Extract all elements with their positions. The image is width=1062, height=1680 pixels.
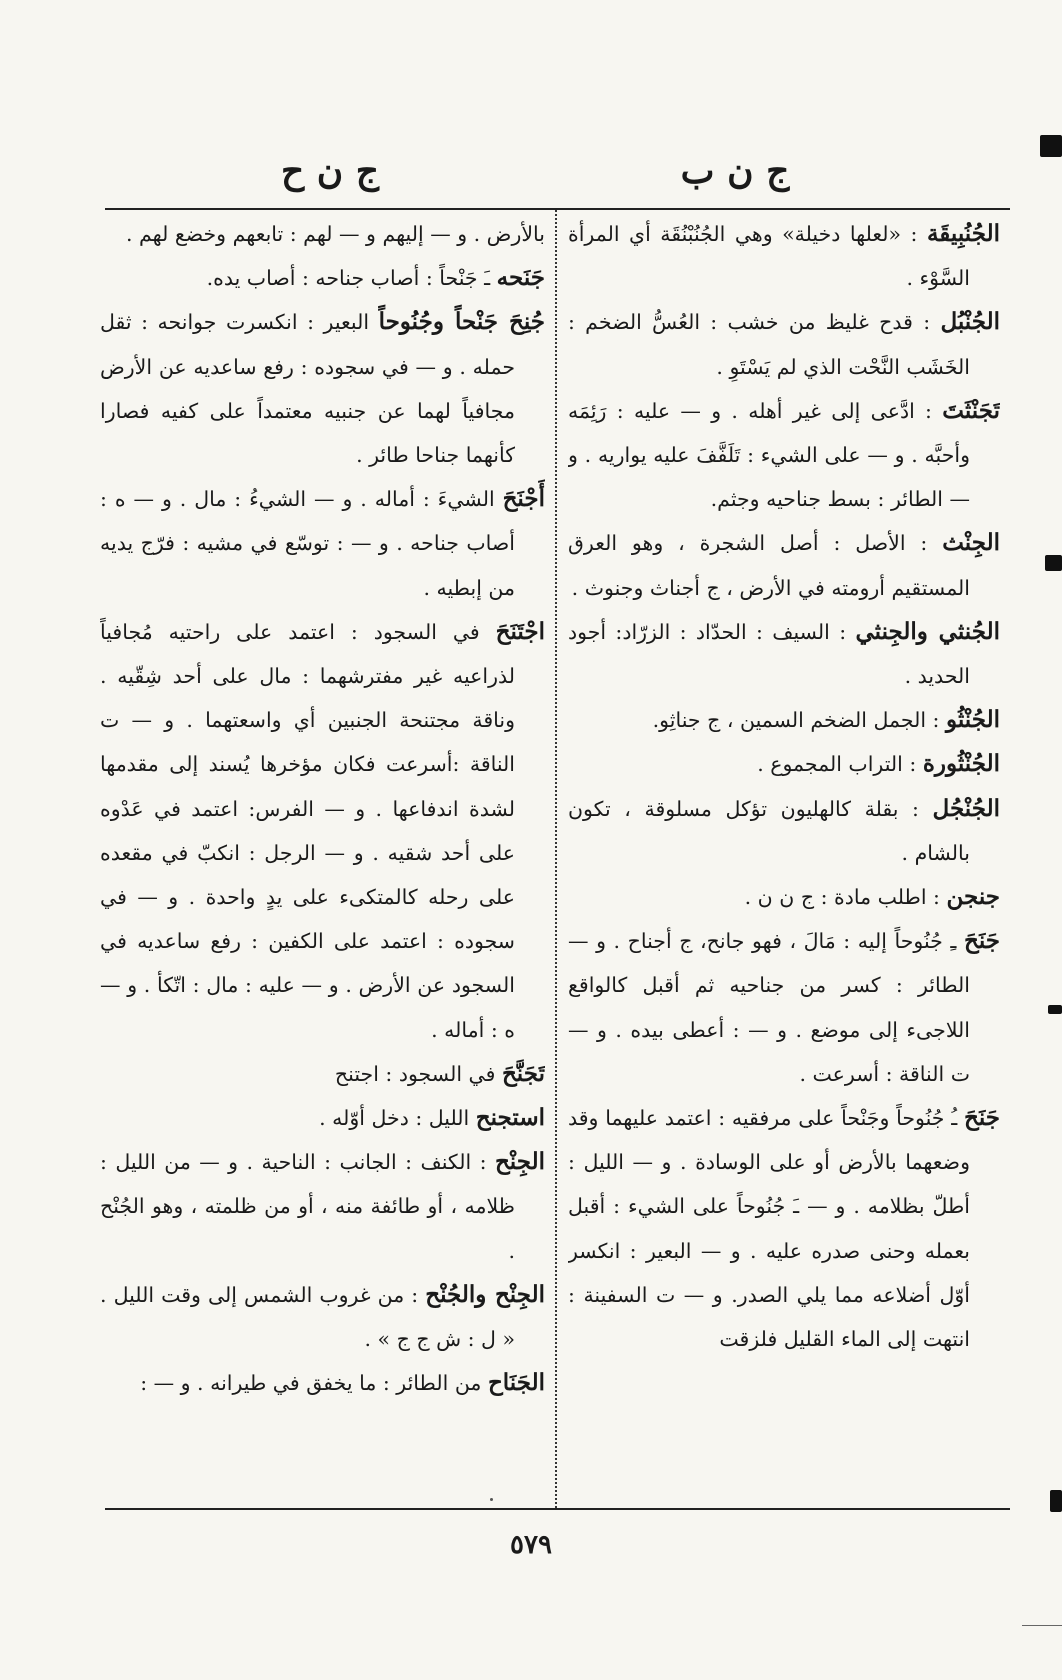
running-head-right: ج ن ب (680, 150, 790, 192)
definition: البعير : انكسرت جوانحه : ثقل حمله . و — في سجوده : رفع ساعديه عن الأرض مجافياً لهما عن جنبيه معتمداً على كفيه فصارا كأنهما جناحا طائر . (100, 310, 515, 468)
definition: في السجود : اعتمد على راحتيه مُجافياً لذراعيه غير مفترشهما : مال على أحد شِقّيه . وناقة مجتنحة الجنبين أي واسعتهما . و — ت الناقة :أسرعت فكان مؤخرها يُسند إلى مقدمها لشدة اندفاعها . و — الفرس: اعتمد في عَدْوه على أحد شقيه . و — الرجل : انكبّ في مقعده على رحله كالمتكىء على يدٍ واحدة . و — في سجوده : اعتمد على الكفين : رفع ساعديه في السجود عن الأرض . و — عليه : مال : اتّكأ . و — ه : أماله . (100, 619, 515, 1042)
headword: جُنِحَ جَنْحاً وجُنُوحاً (378, 308, 545, 336)
definition: : ادَّعى إلى غير أهله . و — عليه : رَئِمَه وأحبَّه . و — على الشيء : تَلَفَّفَ عليه يواريه . و — الطائر : بسط جناحيه وجثم. (568, 398, 970, 512)
edge-mark-lower (1048, 1005, 1062, 1014)
entry (100, 1273, 545, 1361)
entry (568, 919, 1000, 1096)
definition: في السجود : اجتنح (334, 1061, 496, 1086)
entry (100, 300, 545, 477)
entry (568, 610, 1000, 698)
entry (568, 212, 1000, 300)
definition: : بقلة كالهليون تؤكل مسلوقة ، تكون بالشام . (568, 796, 970, 865)
bottom-edge-tick (1022, 1625, 1062, 1626)
headword: الجِنْح والجُنْح (425, 1280, 545, 1308)
headword: جَنَحه (496, 264, 545, 292)
left-column (100, 212, 545, 1502)
headword: الجُنْثُو (945, 706, 1000, 734)
entry (568, 1096, 1000, 1361)
definition: ـِ جُنُوحاً إليه : مَالَ ، فهو جانح، ج أجناح . و — الطائر : كسر من جناحيه ثم أقبل كالواقع اللاجىء إلى موضع . و — : أعطى بيده . و — ت الناقة : أسرعت . (568, 929, 970, 1086)
column-divider (555, 210, 557, 1508)
entry (100, 256, 545, 300)
headword: جنجن (946, 883, 1000, 911)
headword: اجْتَنَحَ (495, 617, 545, 645)
definition: : التراب المجموع . (757, 752, 917, 777)
definition: : من غروب الشمس إلى وقت الليل . « ل : ش ج ج » . (100, 1282, 515, 1352)
entry (568, 787, 1000, 875)
entry (568, 300, 1000, 388)
entry (100, 477, 545, 610)
headword: الجِنْح (494, 1148, 545, 1176)
entry (568, 521, 1000, 609)
headword: الجَنَاح (487, 1369, 545, 1397)
definition: من الطائر : ما يخفق في طيرانه . و — : (140, 1371, 482, 1396)
right-column (568, 212, 1000, 1502)
headword: الجُنثي والجِنثي (855, 617, 1000, 645)
edge-mark-middle (1045, 555, 1062, 571)
entry (100, 1052, 545, 1096)
headword: جَنَحَ (963, 1104, 1000, 1132)
headword: استجنح (475, 1104, 545, 1132)
entry (100, 1140, 545, 1273)
definition: : اطلب مادة : ج ن ن . (744, 885, 940, 910)
headword: الجُنْثُورة (922, 750, 1000, 778)
definition: : «لعلها دخيلة» وهي الجُنُبْنُقَة أي المرأة السَّوْء . (568, 222, 970, 291)
headword: الجُنُبِيقَة (926, 220, 1000, 247)
footer-rule (105, 1508, 1010, 1510)
headword: تَجَنَّحَ (501, 1059, 545, 1087)
definition: الشيءَ : أماله . و — الشيءُ : مال . و — ه : أصاب جناحه . و — : توسّع في مشيه : فرّج يديه من إبطيه . (100, 487, 515, 600)
definition: الليل : دخل أوّله . (319, 1106, 470, 1131)
headword: جَنَحَ (963, 927, 1000, 955)
page-number: ٥٧٩ (510, 1530, 552, 1560)
headword: الجُنْجُل (932, 794, 1000, 822)
definition: ـُ جُنُوحاً وجَنْحاً على مرفقيه : اعتمد عليهما وقد وضعهما بالأرض أو على الوسادة . و — الليل : أطلّ بظلامه . و — ـَ جُنُوحاً على الشيء : أقبل بعمله وحنى صدره عليه . و — البعير : انكسر أوّل أضلاعه مما يلي الصدر. و — ت السفينة : انتهت إلى الماء القليل فلزقت (568, 1106, 970, 1352)
entry (100, 1361, 545, 1405)
definition: : السيف : الحدّاد : الزرّاد: أجود الحديد . (568, 619, 970, 689)
edge-mark-top (1040, 135, 1062, 157)
definition: بالأرض . و — إليهم و — لهم : تابعهم وخضع لهم . (125, 222, 545, 246)
definition: : الكنف : الجانب : الناحية . و — من الليل : ظلامه ، أو طائفة منه ، أو من ظلمته ، وهو الجُنْح . (100, 1150, 515, 1263)
entry (100, 610, 545, 1052)
definition: : قدح غليظ من خشب : العُسُّ الضخم : الخَشَب النَّحْت الذي لم يَسْتَوِ . (568, 310, 970, 379)
entry (100, 212, 545, 256)
entry (568, 875, 1000, 919)
headword: الجُنْبُل (940, 308, 1000, 336)
header-rule (105, 208, 1010, 210)
speck (490, 1498, 493, 1501)
headword: تَجَنْثَتَ (942, 396, 1000, 424)
definition: : الجمل الضخم السمين ، ج جناثِو. (652, 708, 940, 733)
entry (568, 389, 1000, 522)
definition: : الأصل : أصل الشجرة ، وهو العرق المستقيم أرومته في الأرض ، ج أجناث وجنوث . (568, 531, 970, 600)
running-head-left: ج ن ح (281, 150, 379, 192)
edge-mark-bottom (1050, 1490, 1062, 1512)
headword: أَجْنَحَ (502, 485, 545, 513)
definition: ـَ جَنْحاً : أصاب جناحه : أصاب يده. (206, 266, 491, 291)
entry (568, 698, 1000, 742)
headword: الجِنْث (942, 529, 1000, 557)
entry (100, 1096, 545, 1140)
entry (568, 742, 1000, 786)
